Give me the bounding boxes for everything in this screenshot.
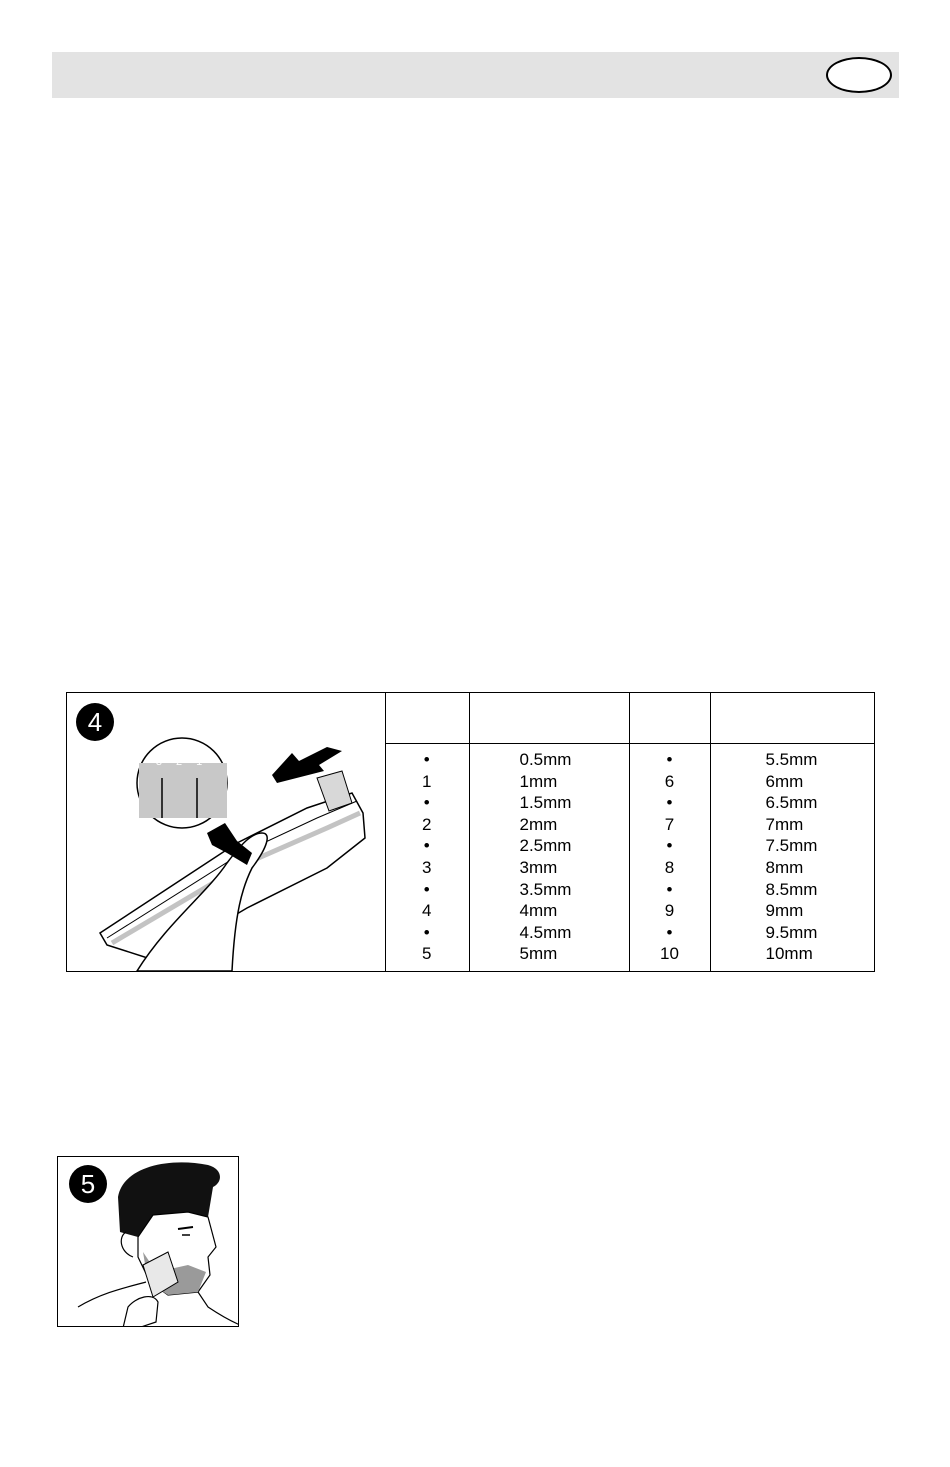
length-column-1 [469, 744, 629, 972]
header-bar [52, 52, 899, 98]
length-value: 5.5mm [765, 750, 818, 769]
setting-value: • [423, 750, 430, 769]
length-value: 9mm [765, 901, 804, 921]
length-value: 6mm [765, 771, 804, 791]
setting-value: • [666, 922, 673, 942]
length-value: 5mm [519, 944, 558, 964]
length-value: 3mm [519, 857, 558, 877]
setting-column-2 [629, 744, 710, 972]
length-value: 6.5mm [765, 793, 818, 813]
setting-value: • [423, 879, 430, 899]
header-length-2 [710, 693, 874, 744]
figure-5-beard-trim [57, 1156, 239, 1327]
setting-value: 8 [664, 857, 675, 877]
setting-value: 2 [422, 814, 432, 834]
table-header-row [385, 693, 874, 744]
length-value: 0.5mm [519, 750, 572, 769]
setting-value: • [666, 793, 673, 813]
trimmer-drawing [67, 693, 385, 971]
setting-value: • [666, 879, 673, 899]
setting-value: 7 [664, 814, 675, 834]
setting-column-1 [385, 744, 469, 972]
length-value: 2mm [519, 814, 558, 834]
setting-value: 5 [422, 944, 432, 964]
step-badge-5: 5 [69, 1165, 107, 1203]
trimmer-illustration [67, 693, 386, 971]
step-badge-4: 4 [76, 703, 114, 741]
setting-value: • [666, 750, 673, 769]
length-value: 4.5mm [519, 922, 572, 942]
length-value: 8mm [765, 857, 804, 877]
figure-4-adjust-comb [66, 692, 875, 972]
setting-value: 3 [422, 857, 432, 877]
length-value: 2.5mm [519, 836, 572, 856]
length-value: 4mm [519, 901, 558, 921]
setting-value: • [666, 836, 673, 856]
setting-value: • [423, 836, 430, 856]
setting-value: 1 [422, 771, 432, 791]
comb-scale-label: • 3 • 2 • 1 • [147, 756, 213, 768]
length-value: 7.5mm [765, 836, 818, 856]
setting-value: 10 [660, 944, 679, 964]
length-value: 7mm [765, 814, 804, 834]
length-value: 8.5mm [765, 879, 818, 899]
length-value: 1mm [519, 771, 558, 791]
setting-value: 6 [664, 771, 675, 791]
header-setting-2 [629, 693, 710, 744]
length-value: 9.5mm [765, 922, 818, 942]
language-badge [826, 57, 892, 93]
header-length-1 [469, 693, 629, 744]
setting-value: • [423, 922, 430, 942]
header-setting-1 [385, 693, 469, 744]
setting-value: • [423, 793, 430, 813]
setting-value: 4 [422, 901, 432, 921]
length-value: 10mm [765, 944, 813, 964]
length-settings-table [385, 693, 874, 971]
setting-value: 9 [664, 901, 675, 921]
length-column-2 [710, 744, 874, 972]
length-value: 3.5mm [519, 879, 572, 899]
length-value: 1.5mm [519, 793, 572, 813]
table-body-row [385, 744, 874, 972]
